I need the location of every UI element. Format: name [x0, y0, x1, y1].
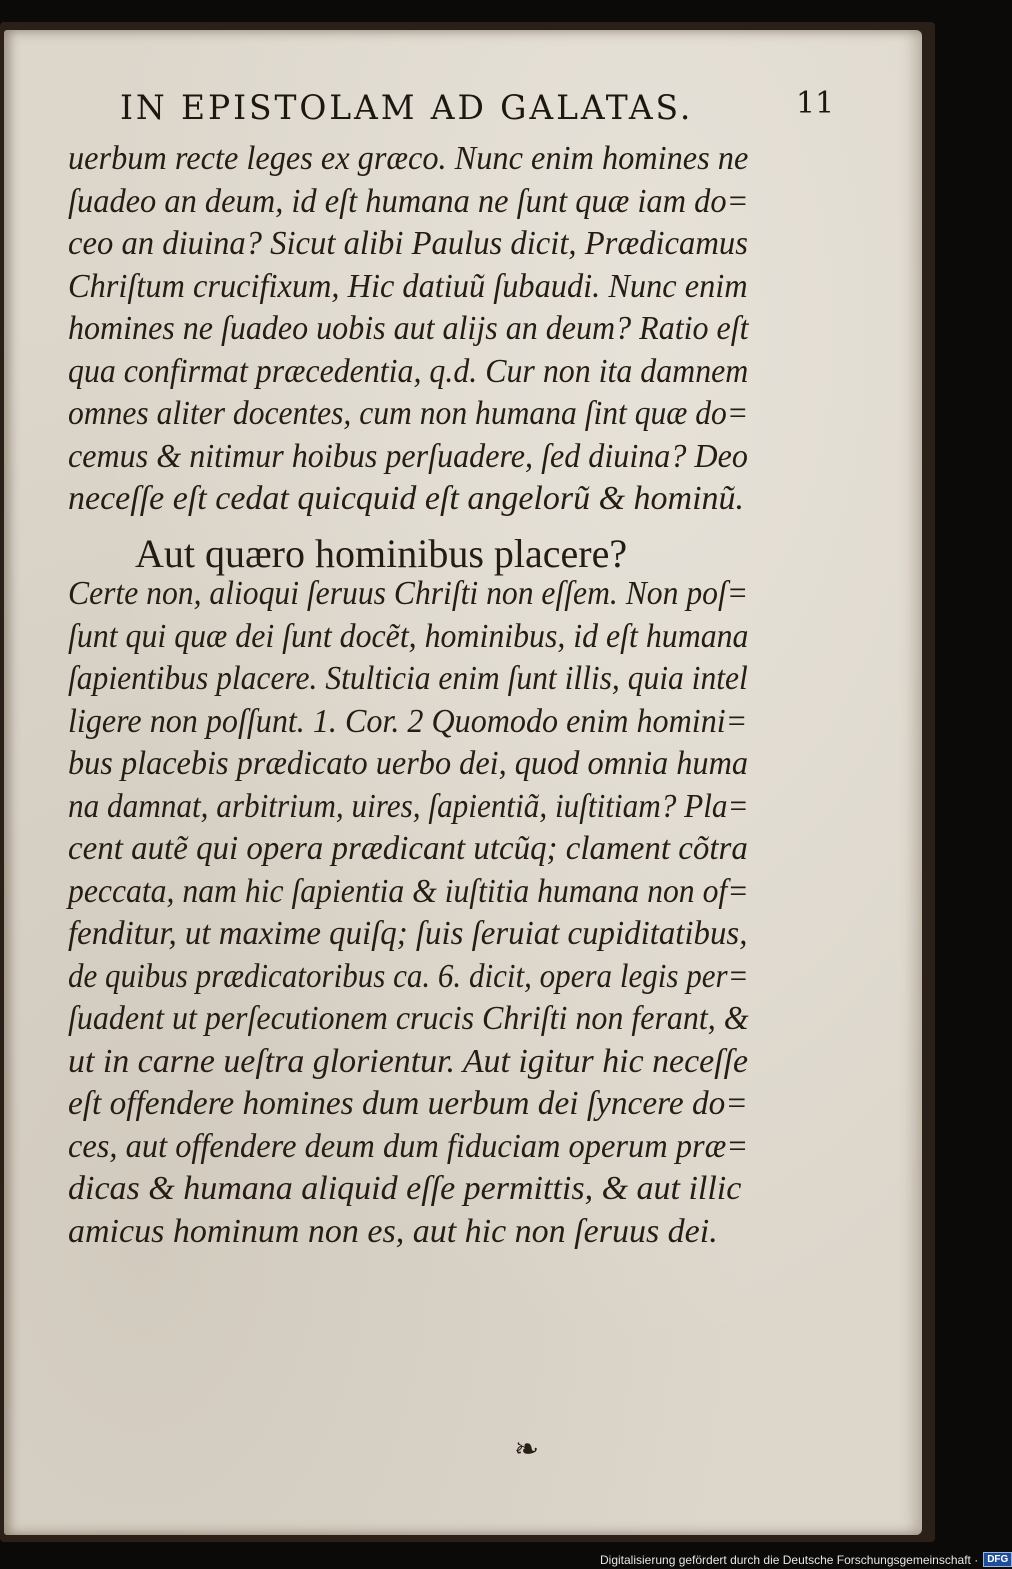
- text-line: ces, aut offendere deum dum fiduciam operum præ=: [68, 1127, 749, 1165]
- text-line: Certe non, alioqui ſeruus Chriſti non eſſem. Non poſ=: [68, 575, 749, 612]
- text-line: ligere non poſſunt. 1. Cor. 2 Quomodo enim homini=: [68, 702, 748, 740]
- text-line: de quibus prædicatoribus ca. 6. dicit, opera legis per=: [68, 957, 749, 995]
- text-line: ſuadeo an deum, id eſt humana ne ſunt quæ iam do=: [68, 182, 749, 220]
- lemma-heading: Aut quæro hominibus placere?: [135, 531, 628, 576]
- text-line: ceo an diuina? Sicut alibi Paulus dicit, Prædicamus: [68, 225, 748, 262]
- text-line: cemus & nitimur hoibus perſuadere, ſed diuina? Deo: [68, 437, 748, 475]
- text-line: fenditur, ut maxime quiſq; ſuis ſeruiat cupiditatibus,: [68, 915, 748, 952]
- text-line: bus placebis prædicato uerbo dei, quod omnia huma: [68, 745, 749, 782]
- text-line: homines ne ſuadeo uobis aut alijs an deum? Ratio eſt: [68, 310, 749, 347]
- text-line: dicas & humana aliquid eſſe permittis, & aut illic: [68, 1170, 742, 1207]
- footer-credit-bar: [600, 1550, 1012, 1569]
- text-line: ut in carne ueſtra glorientur. Aut igitur hic neceſſe: [68, 1042, 749, 1080]
- text-line: cent autẽ qui opera prædicant utcũq; clament cõtra: [68, 830, 748, 867]
- text-line: ſunt qui quæ dei ſunt docẽt, hominibus, id eſt humana: [68, 617, 749, 655]
- dfg-logo[interactable]: DFG: [983, 1552, 1012, 1567]
- running-header: IN EPISTOLAM AD GALATAS.: [120, 88, 694, 128]
- text-line: neceſſe eſt cedat quicquid eſt angelorũ & hominũ.: [68, 480, 745, 517]
- text-line: omnes aliter docentes, cum non humana ſint quæ do=: [68, 395, 749, 432]
- folio-number: 11: [796, 86, 835, 121]
- text-line: eſt offendere homines dum uerbum dei ſyncere do=: [68, 1085, 748, 1122]
- text-line: ſapientibus placere. Stulticia enim ſunt illis, quia intel: [68, 660, 748, 697]
- text-line: uerbum recte leges ex græco. Nunc enim homines ne: [68, 140, 749, 177]
- fleuron-ornament-icon: ❧: [514, 1432, 540, 1467]
- footer-credit-text: Digitalisierung gefördert durch die Deutsche Forschungsgemeinschaft ·: [600, 1552, 979, 1567]
- text-line: amicus hominum non es, aut hic non ſeruus dei.: [68, 1212, 718, 1250]
- text-line: Chriſtum crucifixum, Hic datiuũ ſubaudi. Nunc enim: [68, 267, 748, 305]
- text-line: na damnat, arbitrium, uires, ſapientiã, iuſtitiam? Pla=: [68, 787, 749, 825]
- text-line: qua confirmat præcedentia, q.d. Cur non ita damnem: [68, 352, 749, 390]
- text-line: peccata, nam hic ſapientia & iuſtitia humana non of=: [68, 872, 749, 910]
- text-line: ſuadent ut perſecutionem crucis Chriſti non ferant, &: [68, 1000, 749, 1037]
